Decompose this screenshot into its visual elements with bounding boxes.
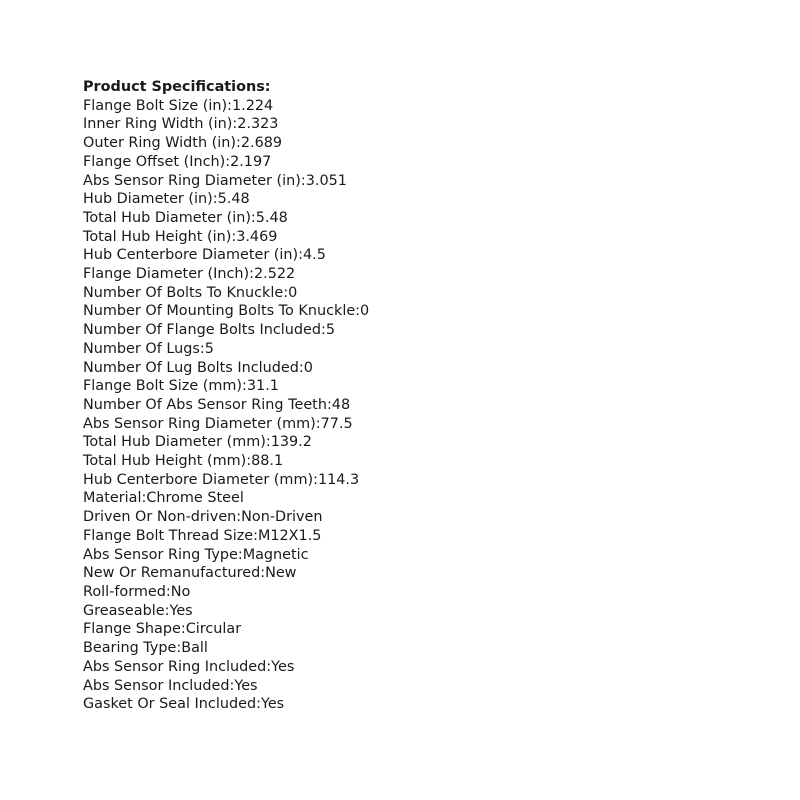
spec-value: Magnetic — [242, 546, 309, 563]
spec-label: Number Of Mounting Bolts To Knuckle: — [83, 303, 361, 320]
spec-value: 2.522 — [254, 266, 296, 283]
spec-label: Abs Sensor Ring Type: — [83, 546, 243, 563]
spec-line — [83, 415, 369, 434]
spec-value: Non-Driven — [241, 509, 323, 526]
spec-line — [83, 115, 369, 134]
spec-value: 0 — [288, 284, 298, 301]
spec-value: 77.5 — [320, 415, 353, 432]
spec-value: Yes — [260, 696, 285, 713]
spec-value: 5.48 — [217, 191, 250, 208]
spec-value: 3.469 — [236, 228, 278, 245]
specs-list — [83, 97, 369, 714]
spec-label: New Or Remanufactured: — [83, 565, 266, 582]
spec-line — [83, 396, 369, 415]
spec-value: Yes — [169, 602, 193, 619]
product-specifications-section — [83, 78, 369, 714]
spec-value: 5.48 — [255, 209, 288, 226]
spec-label: Abs Sensor Ring Diameter (mm): — [83, 415, 321, 432]
spec-line — [83, 190, 369, 209]
spec-value: 31.1 — [246, 378, 279, 395]
spec-value: Chrome Steel — [146, 490, 244, 507]
spec-label: Number Of Flange Bolts Included: — [83, 322, 326, 339]
spec-value: 5 — [325, 322, 336, 339]
spec-line — [83, 639, 369, 658]
spec-label: Flange Bolt Size (in): — [83, 97, 232, 114]
spec-line — [83, 153, 369, 172]
spec-label: Flange Bolt Size (mm): — [83, 378, 247, 395]
spec-line — [83, 359, 369, 378]
spec-value: Yes — [271, 658, 295, 675]
spec-line — [83, 546, 369, 565]
spec-label: Greaseable: — [83, 602, 170, 619]
spec-label: Abs Sensor Included: — [83, 677, 235, 694]
spec-value: M12X1.5 — [257, 527, 322, 544]
spec-line — [83, 564, 369, 583]
spec-line — [83, 265, 369, 284]
spec-value: Yes — [234, 677, 258, 694]
spec-line — [83, 527, 369, 546]
spec-line — [83, 489, 369, 508]
spec-value: 1.224 — [231, 97, 274, 114]
spec-label: Total Hub Diameter (mm): — [83, 434, 271, 451]
spec-label: Roll-formed: — [83, 583, 171, 600]
spec-value: No — [170, 583, 191, 600]
specs-title: Product Specifications: — [83, 79, 271, 95]
spec-line — [83, 97, 369, 116]
spec-label: Number Of Lugs: — [83, 340, 205, 357]
spec-label: Inner Ring Width (in): — [83, 116, 238, 133]
spec-line — [83, 209, 369, 228]
spec-value: 114.3 — [317, 471, 360, 488]
spec-line — [83, 433, 369, 452]
spec-value: 0 — [360, 303, 370, 320]
spec-line — [83, 602, 369, 621]
spec-value: 139.2 — [270, 434, 312, 451]
spec-label: Abs Sensor Ring Included: — [83, 658, 272, 675]
spec-line — [83, 377, 369, 396]
spec-label: Total Hub Height (mm): — [83, 453, 252, 470]
spec-line — [83, 321, 369, 340]
spec-line — [83, 695, 369, 714]
spec-label: Hub Centerbore Diameter (mm): — [83, 471, 318, 488]
spec-label: Driven Or Non-driven: — [83, 509, 242, 526]
spec-label: Outer Ring Width (in): — [83, 135, 241, 152]
spec-label: Number Of Lug Bolts Included: — [83, 359, 304, 376]
spec-line — [83, 677, 369, 696]
spec-line — [83, 658, 369, 677]
spec-value: 2.689 — [240, 135, 283, 152]
spec-value: 5 — [204, 340, 214, 357]
spec-label: Flange Offset (Inch): — [83, 153, 231, 170]
spec-label: Material: — [83, 490, 147, 507]
spec-line — [83, 302, 369, 321]
spec-line — [83, 284, 369, 303]
spec-label: Number Of Bolts To Knuckle: — [83, 284, 289, 301]
spec-line — [83, 134, 369, 153]
spec-label: Flange Bolt Thread Size: — [83, 527, 258, 544]
spec-line — [83, 620, 369, 639]
spec-label: Flange Diameter (Inch): — [83, 266, 255, 283]
spec-line — [83, 452, 369, 471]
spec-value: 4.5 — [303, 247, 326, 264]
spec-line — [83, 228, 369, 247]
spec-label: Gasket Or Seal Included: — [83, 696, 261, 713]
spec-label: Bearing Type: — [83, 640, 182, 657]
spec-value: Ball — [181, 640, 208, 657]
spec-line — [83, 172, 369, 191]
spec-label: Abs Sensor Ring Diameter (in): — [83, 172, 306, 189]
spec-line — [83, 583, 369, 602]
spec-value: 48 — [331, 396, 351, 413]
spec-value: 2.323 — [237, 116, 279, 133]
spec-label: Total Hub Diameter (in): — [83, 209, 256, 226]
spec-value: 0 — [303, 359, 313, 376]
spec-line — [83, 471, 369, 490]
spec-line — [83, 246, 369, 265]
spec-line — [83, 508, 369, 527]
spec-label: Number Of Abs Sensor Ring Teeth: — [83, 396, 332, 413]
spec-value: 2.197 — [230, 153, 272, 170]
spec-value: Circular — [185, 621, 242, 638]
spec-value: New — [265, 565, 297, 582]
spec-label: Flange Shape: — [83, 621, 186, 638]
spec-line — [83, 340, 369, 359]
spec-label: Hub Centerbore Diameter (in): — [83, 247, 304, 264]
spec-value: 3.051 — [305, 172, 347, 189]
spec-label: Hub Diameter (in): — [83, 191, 218, 208]
spec-label: Total Hub Height (in): — [83, 228, 237, 245]
spec-value: 88.1 — [251, 453, 284, 470]
